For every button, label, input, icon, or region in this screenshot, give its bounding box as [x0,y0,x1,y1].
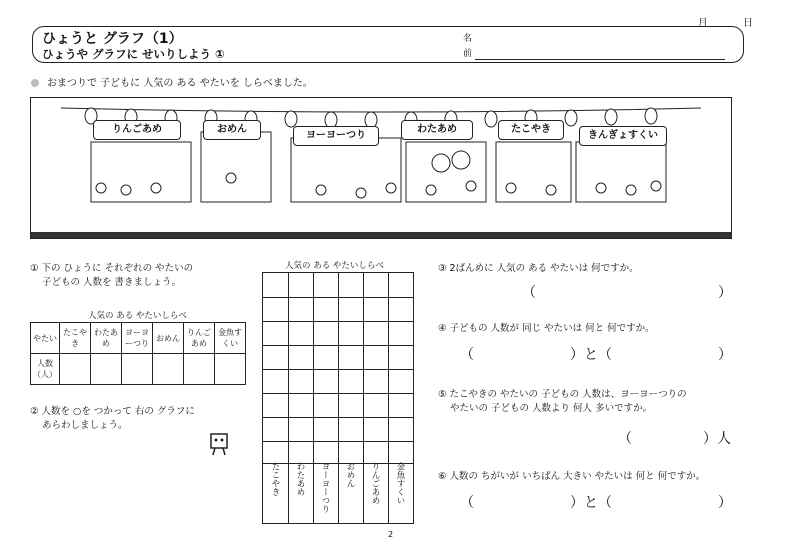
sign-yoyo-tsuri: ヨーヨーつり [293,126,379,146]
count-input-cell[interactable] [122,354,153,385]
page-subtitle: ひょうや グラフに せいりしよう ① [42,47,225,61]
q5-line1: ⑤ たこやきの やたいの 子どもの 人数は、ヨーヨーつりの [438,389,687,400]
q6-open-paren: （ [460,495,474,511]
q5-line2: やたいの 子どもの 人数より 何人 多いですか。 [450,403,653,414]
table-stall-cell: たこやき [60,323,91,354]
count-input-cell[interactable] [91,354,122,385]
q1-line2: 子どもの 人数を 書きましょう。 [42,277,182,288]
name-label-2: 前 [463,49,473,59]
festival-illustration [30,97,732,239]
count-input-cell[interactable] [215,354,246,385]
table-stall-cell: りんごあめ [184,323,215,354]
q5-open-paren: （ [618,431,632,447]
q2-line1: ② 人数を ○を つかって 右の グラフに [30,406,195,417]
q3-answer-field[interactable] [540,284,710,300]
intro-sentence: おまつりで 子どもに 人気の ある やたいを しらべました。 [47,78,313,89]
character-icon [208,432,232,458]
q4-text: ④ 子どもの 人数が 同じ やたいは 何と 何ですか。 [438,323,655,334]
q6-mid: ）と（ [570,495,612,511]
table-stall-cell: ヨーヨーつり [122,323,153,354]
sign-takoyaki: たこやき [498,120,564,140]
q4-close-paren: ） [718,347,732,363]
sign-kingyo-sukui: きんぎょすくい [579,126,667,146]
q1-table-title: 人気の ある やたいしらべ [88,311,187,321]
count-input-cell[interactable] [153,354,184,385]
q4-mid: ）と（ [570,347,612,363]
q6-text: ⑥ 人数の ちがいが いちばん 大きい やたいは 何と 何ですか。 [438,471,706,482]
count-input-cell[interactable] [184,354,215,385]
q5-answer-field[interactable] [636,430,700,446]
count-input-cell[interactable] [60,354,91,385]
bullet-icon [31,79,39,87]
graph-label: ヨーヨーつり [320,462,330,513]
sign-wataame: わたあめ [401,120,473,140]
q3-text: ③ 2ばんめに 人気の ある やたいは 何ですか。 [438,263,639,274]
table-head-stall: やたい [31,323,60,354]
table-stall-cell: 金魚すくい [215,323,246,354]
q5-close-paren: ）人 [703,431,731,447]
graph-title: 人気の ある やたいしらべ [285,261,384,271]
graph-label: 金魚すくい [395,462,405,505]
day-label: 日 [743,18,755,29]
name-label-1: 名 [463,34,473,44]
page-number: 2 [388,530,394,539]
sign-omen: おめん [203,120,261,140]
graph-label: たこやき [270,462,280,496]
q6-answer-field-2[interactable] [622,494,714,510]
q1-line1: ① 下の ひょうに それぞれの やたいの [30,263,194,274]
q4-answer-field-1[interactable] [478,346,566,362]
month-label: 月 [697,18,710,29]
scene-bottom-bar [31,232,731,238]
q5-text [438,388,687,416]
page-title: ひょうと グラフ（1） [42,31,183,47]
q1-text [30,262,193,290]
q4-open-paren: （ [460,347,474,363]
q2-line2: あらわしましょう。 [42,420,128,431]
table-head-count: 人数（人） [31,354,60,385]
name-field-line[interactable] [475,59,725,60]
q3-close-paren: ） [718,285,732,301]
sign-ringo-ame: りんごあめ [93,120,181,140]
survey-table [30,322,246,385]
graph-label: おめん [345,462,355,488]
graph-label: わたあめ [295,462,305,496]
table-stall-cell: わたあめ [91,323,122,354]
intro-text [31,74,313,89]
q3-open-paren: （ [522,285,536,301]
q6-close-paren: ） [718,495,732,511]
q2-text [30,405,195,433]
q6-answer-field-1[interactable] [478,494,566,510]
graph-label: りんごあめ [370,462,380,505]
festival-drawing [31,98,731,238]
q4-answer-field-2[interactable] [622,346,714,362]
table-stall-cell: おめん [153,323,184,354]
